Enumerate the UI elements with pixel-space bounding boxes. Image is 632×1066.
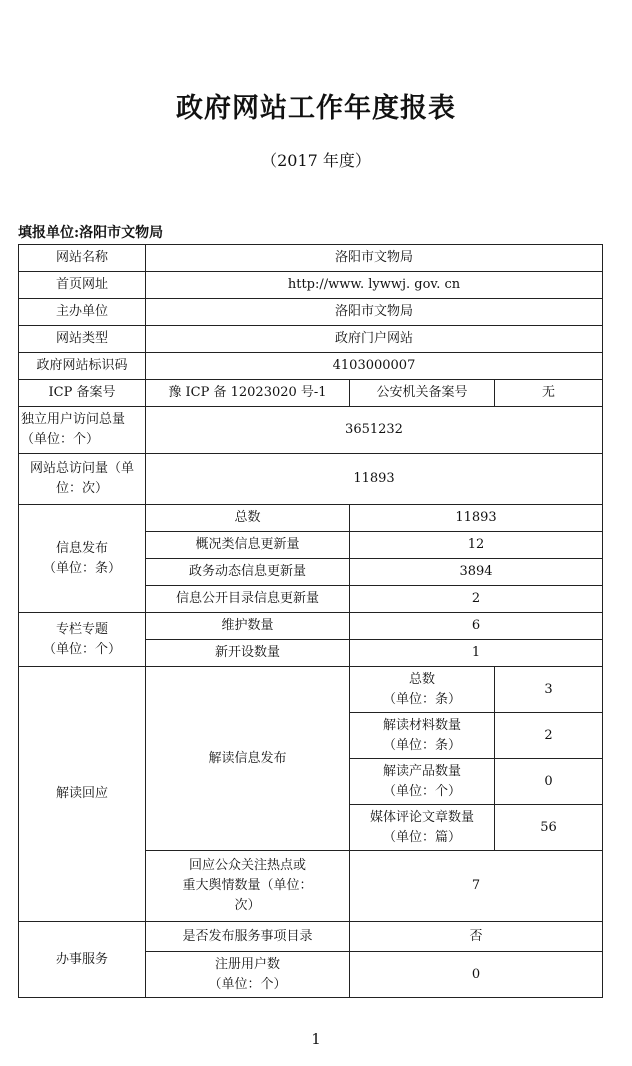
page-title: 政府网站工作年度报表 <box>176 93 456 124</box>
page-subtitle: （2017 年度） <box>261 151 371 170</box>
item-label-line: 回应公众关注热点或 <box>188 858 306 873</box>
group-label-services: 办事服务 <box>19 922 146 998</box>
item-value: 否 <box>350 922 603 952</box>
group-label-interpretation: 解读回应 <box>19 667 146 922</box>
row-label: 主办单位 <box>19 299 146 326</box>
item-label-line: 次） <box>234 898 261 913</box>
row-value: 4103000007 <box>146 353 603 380</box>
row-label: 公安机关备案号 <box>350 380 495 407</box>
group-label-line: （单位：个） <box>42 641 121 657</box>
table-row <box>19 326 603 353</box>
item-label-line: 重大舆情数量（单位： <box>182 878 313 893</box>
sub-group-label: 解读信息发布 <box>146 667 350 851</box>
item-value: 12 <box>350 532 603 559</box>
table-row <box>19 407 603 454</box>
group-label-line: 信息发布 <box>55 540 108 556</box>
group-label-line: 专栏专题 <box>55 621 108 637</box>
item-value: 56 <box>495 805 603 851</box>
item-label <box>350 805 495 851</box>
item-label-line: （单位：条） <box>382 691 461 707</box>
item-label-line: 解读产品数量 <box>382 763 461 779</box>
row-label: 政府网站标识码 <box>19 353 146 380</box>
page-number: 1 <box>311 1030 321 1048</box>
item-label <box>146 952 350 998</box>
table-row <box>19 272 603 299</box>
row-label: 网站类型 <box>19 326 146 353</box>
item-label: 总数 <box>146 505 350 532</box>
report-table <box>18 244 603 998</box>
row-label: ICP 备案号 <box>19 380 146 407</box>
table-row <box>19 613 603 640</box>
group-label-columns <box>19 613 146 667</box>
item-label-line: 媒体评论文章数量 <box>369 809 474 825</box>
row-label: 网站名称 <box>19 245 146 272</box>
item-label-line: （单位：个） <box>208 976 287 992</box>
item-label <box>350 713 495 759</box>
row-value: 政府门户网站 <box>146 326 603 353</box>
table-row <box>19 353 603 380</box>
item-label-line: 注册用户数 <box>214 956 280 972</box>
item-label-line: （单位：条） <box>382 737 461 753</box>
item-label: 是否发布服务事项目录 <box>146 922 350 952</box>
item-label: 新开设数量 <box>146 640 350 667</box>
group-label-line: （单位：条） <box>42 560 121 576</box>
item-value: 7 <box>350 851 603 922</box>
item-value: 11893 <box>350 505 603 532</box>
row-value: 洛阳市文物局 <box>146 245 603 272</box>
item-value: 6 <box>350 613 603 640</box>
item-label: 信息公开目录信息更新量 <box>146 586 350 613</box>
group-label-info-release <box>19 505 146 613</box>
table-row <box>19 667 603 713</box>
table-row <box>19 299 603 326</box>
row-label: 网站总访问量（单位：次） <box>19 454 146 505</box>
item-value: 2 <box>350 586 603 613</box>
row-value: 豫 ICP 备 12023020 号-1 <box>146 380 350 407</box>
row-value: 洛阳市文物局 <box>146 299 603 326</box>
item-value: 3 <box>495 667 603 713</box>
item-value: 2 <box>495 713 603 759</box>
table-row <box>19 922 603 952</box>
item-label: 维护数量 <box>146 613 350 640</box>
item-label <box>350 759 495 805</box>
table-row <box>19 454 603 505</box>
row-value: 无 <box>495 380 603 407</box>
item-label: 政务动态信息更新量 <box>146 559 350 586</box>
item-label-line: （单位：篇） <box>382 829 461 845</box>
item-value: 0 <box>495 759 603 805</box>
row-value: http://www. lywwj. gov. cn <box>146 272 603 299</box>
item-label: 概况类信息更新量 <box>146 532 350 559</box>
item-label-line: （单位：个） <box>382 783 461 799</box>
filing-unit: 填报单位:洛阳市文物局 <box>18 225 164 241</box>
item-label <box>350 667 495 713</box>
table-row <box>19 505 603 532</box>
row-value: 11893 <box>146 454 603 505</box>
item-label-line: 解读材料数量 <box>382 717 461 733</box>
table-row <box>19 245 603 272</box>
row-label: 首页网址 <box>19 272 146 299</box>
item-value: 3894 <box>350 559 603 586</box>
item-label <box>146 851 350 922</box>
table-row <box>19 380 603 407</box>
item-label-line: 总数 <box>408 671 435 687</box>
item-value: 1 <box>350 640 603 667</box>
row-label: 独立用户访问总量（单位：个） <box>19 407 146 454</box>
row-value: 3651232 <box>146 407 603 454</box>
item-value: 0 <box>350 952 603 998</box>
